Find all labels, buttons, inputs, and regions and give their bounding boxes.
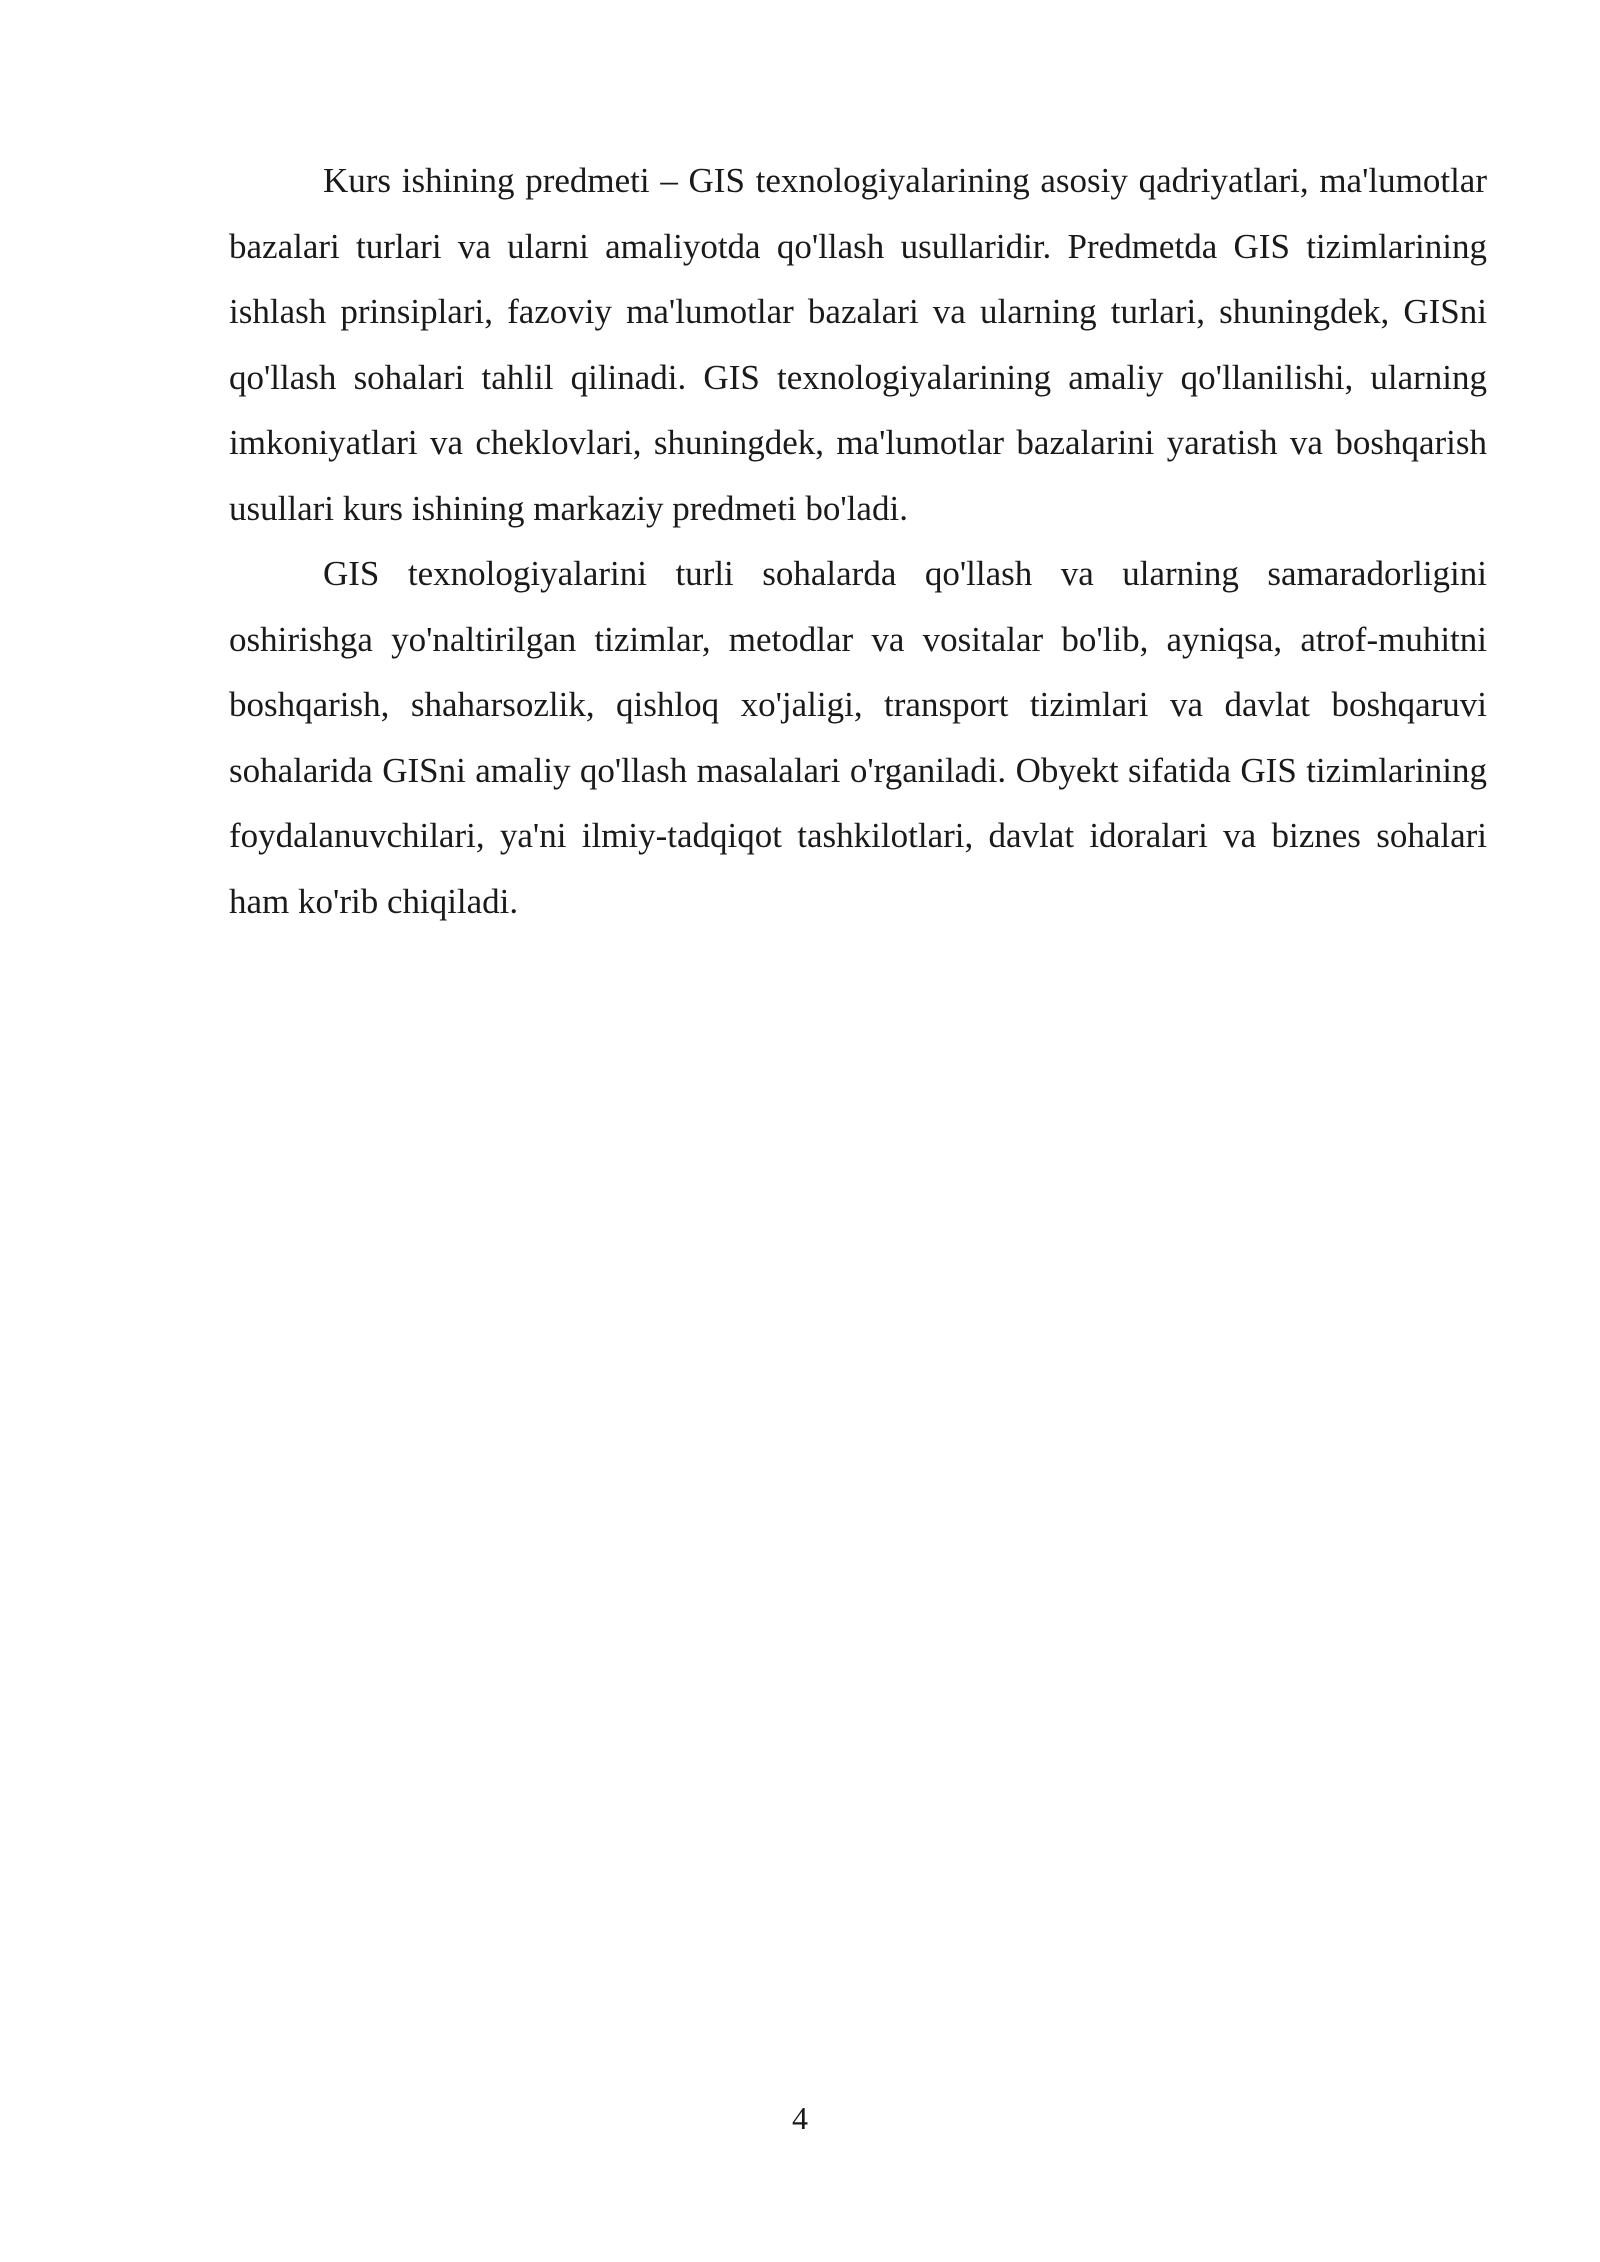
paragraph-object: GIS texnologiyalarini turli sohalarda qo'llash va ularning samaradorligini oshirishga yo'naltirilgan tizimlar, metodlar va vositalar bo'lib, ayniqsa, atrof-muhitni boshqarish, shaharsozlik, qishloq xo'jaligi, transport tizimlari va davlat boshqaruvi sohalarida GISni amaliy qo'llash masalalari o'rganiladi. Obyekt sifatida GIS tizimlarining foydalanuvchilari, ya'ni ilmiy-tadqiqot tashkilotlari, davlat idoralari va biznes sohalari ham ko'rib chiqiladi.: [229, 554, 1487, 921]
body-text: [229, 148, 1487, 934]
page-number: 4: [792, 2100, 808, 2136]
paragraph-subject: Kurs ishining predmeti – GIS texnologiyalarining asosiy qadriyatlari, ma'lumotlar bazalari turlari va ularni amaliyotda qo'llash usullaridir. Predmetda GIS tizimlarining ishlash prinsiplari, fazoviy ma'lumotlar bazalari va ularning turlari, shuningdek, GISni qo'llash sohalari tahlil qilinadi. GIS texnologiyalarining amaliy qo'llanilishi, ularning imkoniyatlari va cheklovlari, shuningdek, ma'lumotlar bazalarini yaratish va boshqarish usullari kurs ishining markaziy predmeti bo'ladi.: [229, 161, 1487, 528]
